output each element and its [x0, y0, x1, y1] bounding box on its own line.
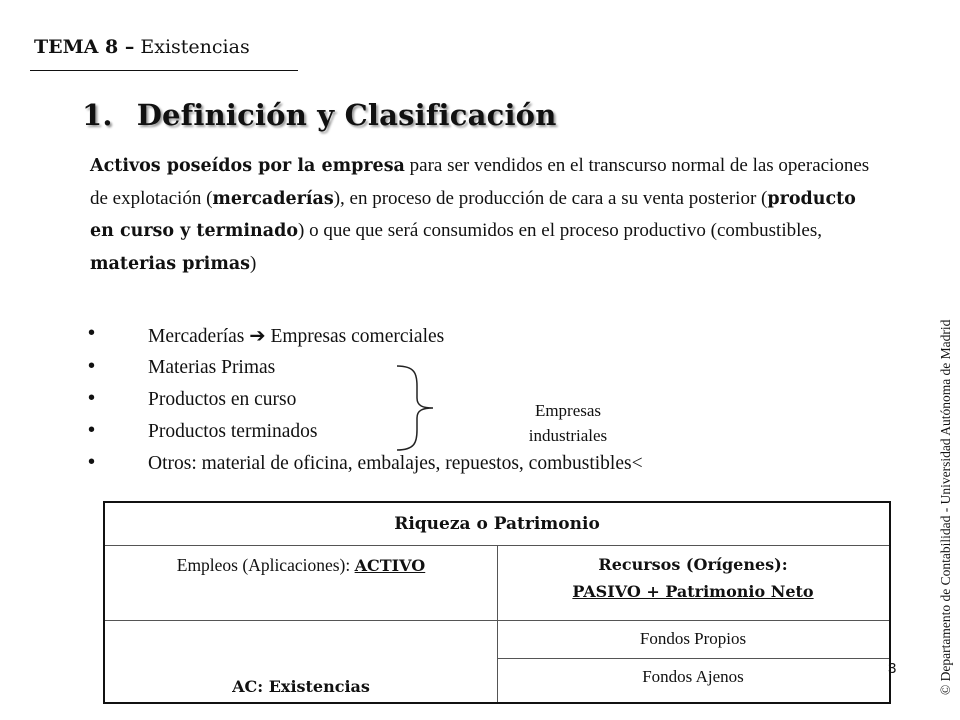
- header-topic: [34, 36, 250, 58]
- definition-bold-4: materias primas: [90, 253, 251, 274]
- list-item-otros: Otros: material de oficina, embalajes, repuestos, combustibles<: [148, 453, 643, 474]
- bullet-dot: •: [88, 322, 96, 344]
- industrial-label-line2: industriales: [528, 426, 608, 445]
- definition-paragraph: [90, 150, 880, 280]
- bullet-dot: •: [88, 355, 96, 377]
- list-item-mercaderias: [148, 324, 444, 348]
- patrimony-table: [103, 501, 891, 704]
- header-topic-bold: TEMA 8 –: [34, 36, 135, 58]
- section-title-text: Definición y Clasificación: [136, 98, 557, 132]
- table-title: Riqueza o Patrimonio: [394, 514, 600, 534]
- resources-header-line2: PASIVO + Patrimonio Neto: [572, 582, 814, 601]
- header-divider: [30, 70, 298, 71]
- section-number: 1.: [82, 98, 113, 132]
- industrial-companies-label: [498, 398, 638, 448]
- resources-header-line1: Recursos (Orígenes):: [598, 555, 788, 574]
- department-credit: © Departamento de Contabilidad - Universidad Autónoma de Madrid: [938, 319, 953, 695]
- header-topic-rest: Existencias: [134, 36, 250, 58]
- resources-liabilities: Fondos Ajenos: [642, 667, 744, 686]
- assets-value: AC: Existencias: [232, 677, 370, 696]
- bullet-dot: •: [88, 387, 96, 409]
- definition-text-3: ) o que que será consumidos en el proceso productivo (combustibles,: [298, 220, 822, 241]
- slide-number: 3: [888, 660, 897, 677]
- definition-bold-3: producto en curso y terminado: [90, 188, 856, 241]
- bullet-dot: •: [88, 451, 96, 473]
- list-item-mercaderias-label: Mercaderías: [148, 326, 250, 347]
- assets-header-label: Empleos (Aplicaciones):: [176, 555, 355, 575]
- list-item-productos-en-curso: Productos en curso: [148, 389, 297, 410]
- definition-bold-1: Activos poseídos por la empresa: [90, 156, 405, 176]
- table-divider: [497, 658, 889, 659]
- resources-header: [497, 555, 889, 601]
- bullet-dot: •: [88, 419, 96, 441]
- assets-header: [105, 555, 497, 576]
- definition-text-4: ): [250, 252, 257, 274]
- definition-text-2: ), en proceso de producción de cara a su venta posterior (: [333, 187, 768, 209]
- definition-bold-2: mercaderías: [212, 188, 334, 209]
- section-title: [82, 98, 557, 132]
- right-curly-brace-icon: [395, 364, 440, 452]
- list-item-productos-terminados: Productos terminados: [148, 421, 318, 442]
- list-item-materias-primas: Materias Primas: [148, 357, 276, 378]
- resources-equity: Fondos Propios: [639, 629, 747, 648]
- industrial-label-line1: Empresas: [534, 401, 602, 420]
- arrow-right-icon: ➔: [249, 326, 266, 347]
- list-item-mercaderias-target: Empresas comerciales: [265, 326, 445, 347]
- definition-text-1: para ser vendidos en el transcurso normal de las operaciones de explotación (: [90, 155, 870, 209]
- assets-header-activo: ACTIVO: [354, 556, 426, 575]
